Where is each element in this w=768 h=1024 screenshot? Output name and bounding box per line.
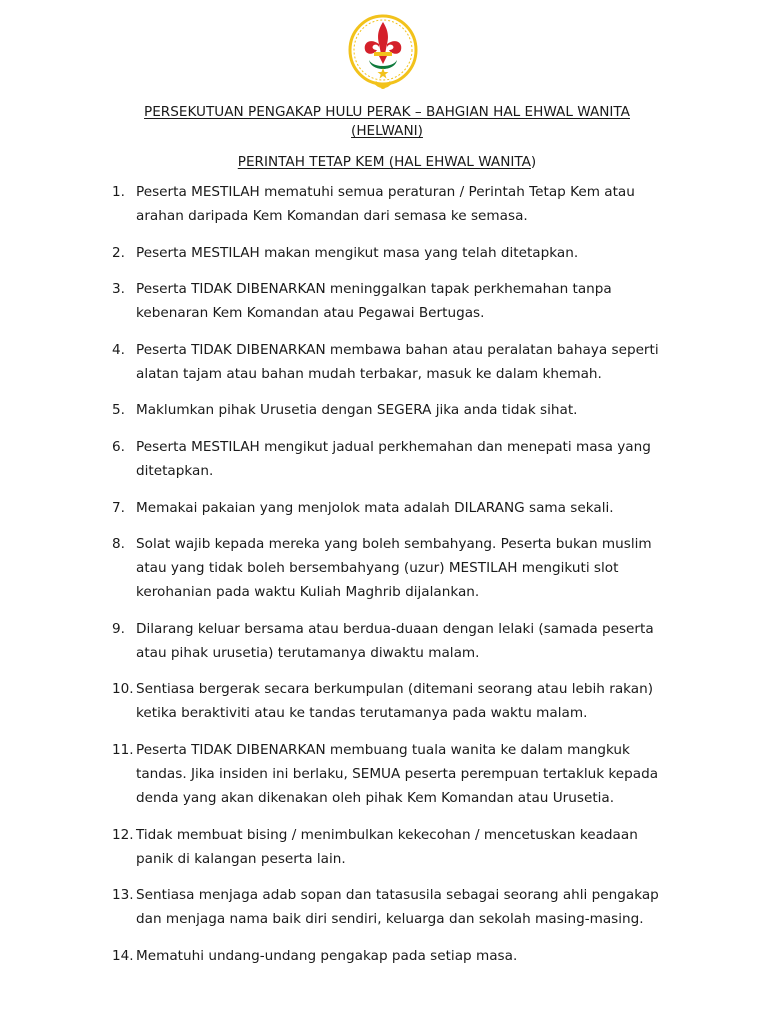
rule-text: Sentiasa menjaga adab sopan dan tatasusila sebagai seorang ahli pengakap dan menjaga nama baik diri sendiri, keluarga dan sekolah masing-masing. [136, 887, 659, 928]
rule-item [112, 277, 672, 325]
rule-number: 3. [112, 281, 125, 298]
rule-number: 14. [112, 947, 134, 964]
rule-text: Dilarang keluar bersama atau berdua-duaan dengan lelaki (samada peserta atau pihak urusetia) terutamanya diwaktu malam. [136, 620, 654, 661]
rule-item [112, 883, 672, 931]
rule-item [112, 435, 672, 483]
rule-text: Peserta MESTILAH mengikut jadual perkhemahan dan menepati masa yang ditetapkan. [136, 438, 651, 479]
document-title-line2: (HELWANI) [351, 123, 423, 139]
rule-number: 2. [112, 244, 125, 261]
rule-number: 1. [112, 184, 125, 200]
rule-number: 6. [112, 438, 125, 455]
rule-text: Peserta TIDAK DIBENARKAN meninggalkan tapak perkhemahan tanpa kebenaran Kem Komandan atau Pegawai Bertugas. [136, 281, 612, 322]
subtitle-tail: ) [530, 154, 537, 170]
rules-list [112, 180, 672, 980]
rule-text: Memakai pakaian yang menjolok mata adalah DILARANG sama sekali. [136, 499, 614, 516]
rule-text: Peserta MESTILAH makan mengikut masa yang telah ditetapkan. [136, 244, 579, 261]
rule-number: 8. [112, 536, 125, 553]
rule-text: Peserta MESTILAH mematuhi semua peraturan / Perintah Tetap Kem atau arahan daripada Kem Komandan dari semasa ke semasa. [136, 184, 635, 224]
document-title: PERSEKUTUAN PENGAKAP HULU PERAK – BAHGIAN HAL EHWAL WANITA [144, 104, 630, 120]
rule-number: 10. [112, 681, 134, 698]
rule-number: 12. [112, 826, 134, 843]
scout-emblem-icon [347, 14, 419, 94]
rule-text: Sentiasa bergerak secara berkumpulan (ditemani seorang atau lebih rakan) ketika beraktiviti atau ke tandas terutamanya pada waktu malam. [136, 681, 654, 722]
rule-item [112, 496, 672, 520]
rule-number: 11. [112, 741, 134, 758]
rule-text: Peserta TIDAK DIBENARKAN membuang tuala wanita ke dalam mangkuk tandas. Jika insiden ini berlaku, SEMUA peserta perempuan tertakluk kepada denda yang akan dikenakan oleh pihak Kem Komandan atau Urusetia. [136, 741, 659, 806]
rule-number: 5. [112, 402, 125, 419]
rule-number: 7. [112, 499, 125, 516]
rule-item [112, 398, 672, 422]
subtitle-underlined: PERINTAH TETAP KEM (HAL EHWAL WANITA [237, 154, 531, 170]
rule-text: Mematuhi undang-undang pengakap pada setiap masa. [136, 947, 518, 964]
rule-item [112, 338, 672, 386]
rule-text: Solat wajib kepada mereka yang boleh sembahyang. Peserta bukan muslim atau yang tidak boleh bersembahyang (uzur) MESTILAH mengikuti slot kerohanian pada waktu Kuliah Maghrib dijalankan. [136, 536, 652, 601]
scout-emblem-svg [347, 14, 419, 94]
rule-number: 9. [112, 620, 125, 637]
document-subtitle [90, 153, 684, 171]
rule-item [112, 241, 672, 265]
rule-text: Peserta TIDAK DIBENARKAN membawa bahan atau peralatan bahaya seperti alatan tajam atau bahan mudah terbakar, masuk ke dalam khemah. [136, 341, 659, 382]
rule-text: Maklumkan pihak Urusetia dengan SEGERA jika anda tidak sihat. [136, 402, 578, 419]
rule-item [112, 677, 672, 725]
rule-item [112, 944, 672, 968]
rule-item [112, 532, 672, 604]
rule-item [112, 738, 672, 810]
rule-text: Tidak membuat bising / menimbulkan kekecohan / mencetuskan keadaan panik di kalangan peserta lain. [136, 826, 638, 867]
rule-number: 13. [112, 887, 134, 904]
rule-item [112, 823, 672, 871]
rule-item [112, 180, 672, 228]
rule-number: 4. [112, 341, 125, 358]
rule-item [112, 617, 672, 665]
